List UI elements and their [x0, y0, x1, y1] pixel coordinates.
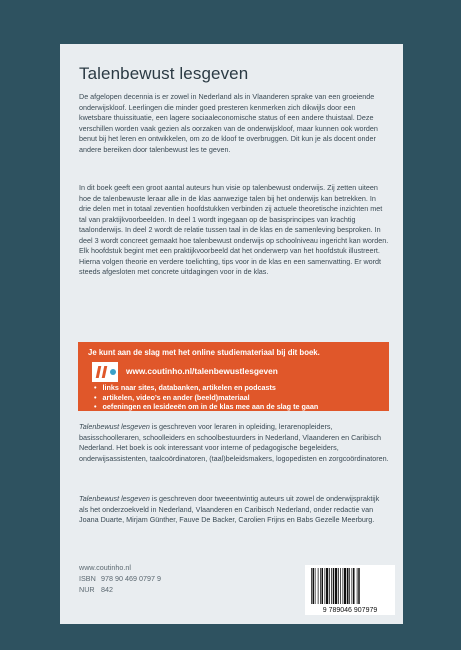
barcode-bar — [343, 568, 344, 604]
isbn-value: 978 90 469 0797 9 — [101, 574, 161, 583]
barcode-bar — [357, 568, 358, 604]
list-item: • artikelen, video’s en ander (beeld)materiaal — [94, 393, 318, 403]
barcode-bar — [311, 568, 312, 604]
list-item: • links naar sites, databanken, artikelen en podcasts — [94, 383, 318, 393]
barcode-digits: 9 789046 907979 — [322, 607, 378, 614]
nur-label: NUR — [79, 585, 95, 594]
barcode-bar — [320, 568, 321, 604]
barcode-bar — [331, 568, 332, 604]
barcode-bar — [325, 568, 326, 604]
barcode-bar — [322, 568, 324, 604]
barcode-bar — [338, 568, 339, 604]
publication-info — [79, 562, 161, 595]
barcode-bar — [333, 568, 335, 604]
online-url-link[interactable]: www.coutinho.nl/talenbewustlesgeven — [126, 366, 278, 376]
barcode-bar — [313, 568, 315, 604]
isbn-label: ISBN — [79, 574, 96, 583]
list-item: • oefeningen en lesideeën om in de klas mee aan de slag te gaan — [94, 402, 318, 412]
audience-book-title: Talenbewust lesgeven — [79, 422, 150, 431]
online-feature-list — [94, 383, 318, 412]
authors-book-title: Talenbewust lesgeven — [79, 494, 150, 503]
nur-value: 842 — [101, 585, 113, 594]
barcode-bar — [349, 568, 350, 604]
intro-paragraph: De afgelopen decennia is er zowel in Nederland als in Vlaanderen sprake van een groeiende onderwijskloof. Leerlingen die minder goed presteren kenmerken zich dikwijls door een kwetsbare thuissituatie, een lagere sociaaleconomische status of een andere thuistaal. Deze verschillen worden vaak gezien als oorzaken van de onderwijskloof, maar kunnen ook worden benut bij het leren en ontwikkelen, om zo de kloof te overbruggen. Dit kun je als docent onder andere bereiken door talenbewust les te geven. — [79, 92, 378, 154]
barcode-bar — [344, 568, 346, 604]
barcode-bar — [335, 568, 337, 604]
online-intro: Je kunt aan de slag met het online studiemateriaal bij dit boek. — [88, 348, 320, 357]
authors-paragraph — [79, 494, 389, 526]
barcode-bar — [358, 568, 360, 604]
barcode-bar — [326, 568, 328, 604]
authors-text: is geschreven door tweeentwintig auteurs uit zowel de onderwijspraktijk als het onderzoekveld in Nederland, Vlaanderen en Caribisch Nederland, onder redactie van Joana Duarte, Mirjam Günther, Fauve De Backer, Carolien Frijns en Babs Gezelle Meerburg. — [79, 494, 380, 524]
online-material-box — [78, 342, 389, 411]
isbn-barcode — [305, 565, 395, 615]
book-title: Talenbewust lesgeven — [79, 64, 249, 83]
barcode-bar — [315, 568, 316, 604]
coutinho-logo-icon — [92, 362, 118, 382]
barcode-bar — [318, 568, 319, 604]
barcode-bar — [352, 568, 353, 604]
barcode-bar — [347, 568, 349, 604]
isbn-row — [79, 573, 161, 584]
audience-text: is geschreven voor leraren in opleiding, lerarenopleiders, basisschoolleraren, schoolleiders en schoolbestuurders in Nederland, Vlaanderen en Caribisch Nederland. Het boek is ook interessant voor interne of pedagogische begeleiders, onderwijsassistenten, taalcoördinatoren, (taal)beleidsmakers, logopedisten en zorgcoördinatoren. — [79, 422, 389, 463]
nur-row — [79, 584, 161, 595]
audience-paragraph — [79, 422, 389, 464]
content-paragraph: In dit boek geeft een groot aantal auteurs hun visie op talenbewust onderwijs. Zij zetten uiteen hoe de talenbewuste leraar alle in de klas aanwezige talen bij het onderwijs kan betrekken. In drie delen met in totaal zeventien hoofdstukken verbinden zij actuele theoretische inzichten met tal van praktijkvoorbeelden. In deel 1 wordt ingegaan op de basisprincipes van krachtig taalonderwijs. In deel 2 wordt de relatie tussen taal in de klas en de samenleving besproken. In deel 3 wordt concreet gemaakt hoe talenbewust onderwijs op schoolniveau ingericht kan worden. Elk hoofdstuk begint met een praktijkvoorbeeld dat het onderwerp van het hoofdstuk illustreert. Hierna volgen theorie en verdere toelichting, tips voor in de klas en een samenvatting. Er wordt steeds afgesloten met concrete uitdagingen voor in de klas. — [79, 183, 389, 276]
barcode-bar — [340, 568, 341, 604]
publisher-website: www.coutinho.nl — [79, 563, 131, 572]
barcode-bar — [353, 568, 355, 604]
barcode-bar — [329, 568, 330, 604]
